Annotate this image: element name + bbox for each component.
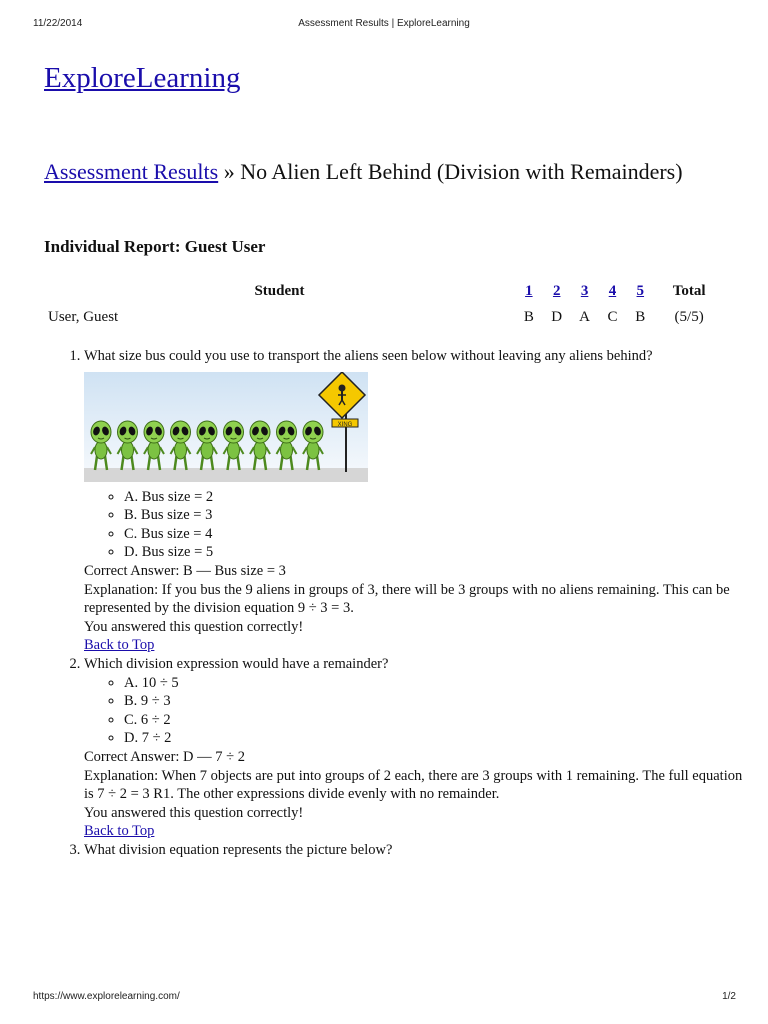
- question-column-header: [515, 279, 543, 303]
- choice-item: ◦ D. Bus size = 5: [124, 543, 744, 562]
- question-column-header: [543, 279, 571, 303]
- back-to-top-link[interactable]: Back to Top: [84, 637, 155, 654]
- explanation: Explanation: If you bus the 9 aliens in groups of 3, there will be 3 groups with no aliens remaining. This can be represented by the division equation 9 ÷ 3 = 3.: [84, 581, 730, 617]
- alien-crossing-illustration: [84, 372, 368, 484]
- question-text: What size bus could you use to transport the aliens seen below without leaving any aliens behind?: [84, 348, 653, 364]
- result-message: You answered this question correctly!: [84, 618, 304, 635]
- table-row: [44, 303, 724, 332]
- question-1-link[interactable]: 1: [525, 282, 533, 299]
- answer-cell: B: [523, 309, 534, 325]
- total-score-cell: (5/5): [674, 309, 704, 325]
- print-url: https://www.explorelearning.com/: [33, 991, 180, 1002]
- site-title-link[interactable]: ExploreLearning: [44, 62, 241, 94]
- activity-title: No Alien Left Behind (Division with Remainders): [240, 159, 683, 184]
- print-page-title: Assessment Results | ExploreLearning: [298, 18, 470, 29]
- answer-choices: [84, 674, 744, 748]
- explanation: Explanation: When 7 objects are put into groups of 2 each, there are 3 groups with 1 remaining. The full equation is 7 ÷ 2 = 3 R1. The other expressions divide evenly with no remainder.: [84, 767, 743, 803]
- question-column-header: [571, 279, 599, 303]
- back-to-top-link[interactable]: Back to Top: [84, 823, 155, 840]
- answer-cell: A: [579, 309, 590, 325]
- choice-item: ◦ C. 6 ÷ 2: [124, 711, 744, 730]
- question-item: [84, 841, 744, 860]
- question-item: [84, 347, 744, 655]
- answer-cell: C: [607, 309, 618, 325]
- question-list: [44, 347, 744, 859]
- choice-item: ◦ B. Bus size = 3: [124, 506, 744, 525]
- results-header-row: [44, 279, 724, 303]
- question-3-link[interactable]: 3: [580, 282, 589, 299]
- question-item: [84, 655, 744, 841]
- choice-item: ◦ D. 7 ÷ 2: [124, 729, 744, 748]
- report-subheading: Individual Report: Guest User: [44, 237, 266, 256]
- choice-item: ◦ A. Bus size = 2: [124, 488, 744, 507]
- answer-cell: B: [635, 309, 646, 325]
- question-4-link[interactable]: 4: [608, 282, 617, 299]
- breadcrumb-separator: »: [218, 159, 241, 184]
- choice-item: ◦ C. Bus size = 4: [124, 525, 744, 544]
- student-column-header: Student: [254, 282, 305, 299]
- print-date: 11/22/2014: [33, 18, 83, 29]
- results-table: [44, 279, 724, 332]
- answer-choices: [84, 488, 744, 562]
- choice-item: ◦ B. 9 ÷ 3: [124, 692, 744, 711]
- result-message: You answered this question correctly!: [84, 804, 304, 821]
- question-5-link[interactable]: 5: [636, 282, 645, 299]
- question-text: Which division expression would have a remainder?: [84, 655, 389, 672]
- answer-cell: D: [551, 309, 563, 325]
- total-column-header: Total: [672, 282, 706, 299]
- question-2-link[interactable]: 2: [552, 282, 561, 299]
- correct-answer: Correct Answer: B — Bus size = 3: [84, 562, 286, 579]
- sign-label: XING: [337, 421, 353, 428]
- correct-answer: Correct Answer: D — 7 ÷ 2: [84, 748, 245, 765]
- page-heading: [44, 157, 724, 186]
- assessment-results-link[interactable]: Assessment Results: [44, 159, 219, 184]
- question-column-header: [626, 279, 654, 303]
- question-text: What division equation represents the picture below?: [84, 841, 393, 858]
- question-column-header: [599, 279, 627, 303]
- print-page-number: 1/2: [722, 991, 736, 1002]
- choice-item: ◦ A. 10 ÷ 5: [124, 674, 744, 693]
- student-name-cell: User, Guest: [48, 309, 119, 325]
